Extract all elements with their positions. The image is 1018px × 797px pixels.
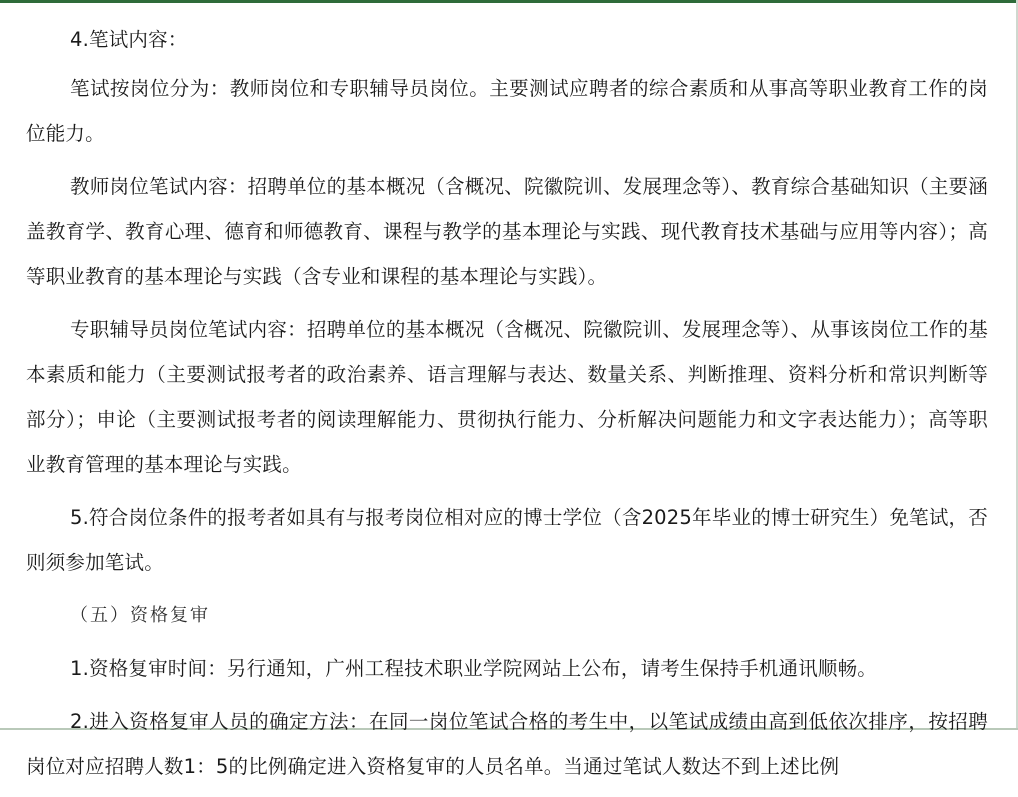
top-accent-bar (0, 0, 1018, 3)
qualification-review-heading: （五）资格复审 (70, 605, 210, 626)
document-body (26, 17, 988, 797)
written-exam-intro: 笔试按岗位分为：教师岗位和专职辅导员岗位。主要测试应聘者的综合素质和从事高等职业教育工作的岗位能力。 (26, 77, 988, 145)
review-method: 2.进入资格复审人员的确定方法：在同一岗位笔试合格的考生中，以笔试成绩由高到低依次排序，按招聘岗位对应招聘人数1：5的比例确定进入资格复审的人员名单。当通过笔试人数达不到上述比例 (26, 710, 988, 778)
review-time: 1.资格复审时间：另行通知，广州工程技术职业学院网站上公布，请考生保持手机通讯顺畅。 (70, 657, 878, 680)
counselor-exam-content: 专职辅导员岗位笔试内容：招聘单位的基本概况（含概况、院徽院训、发展理念等）、从事该岗位工作的基本素质和能力（主要测试报考者的政治素养、语言理解与表达、数量关系、判断推理、资料分析和常识判断等部分）；申论（主要测试报考者的阅读理解能力、贯彻执行能力、分析解决问题能力和文字表达能力）；高等职业教育管理的基本理论与实践。 (26, 318, 988, 476)
exam-exemption: 5.符合岗位条件的报考者如具有与报考岗位相对应的博士学位（含2025年毕业的博士研究生）免笔试，否则须参加笔试。 (26, 506, 988, 574)
teacher-exam-content: 教师岗位笔试内容：招聘单位的基本概况（含概况、院徽院训、发展理念等）、教育综合基础知识（主要涵盖教育学、教育心理、德育和师德教育、课程与教学的基本理论与实践、现代教育技术基础与应用等内容）；高等职业教育的基本理论与实践（含专业和课程的基本理论与实践）。 (26, 175, 988, 288)
written-exam-heading: 4.笔试内容： (70, 28, 188, 51)
